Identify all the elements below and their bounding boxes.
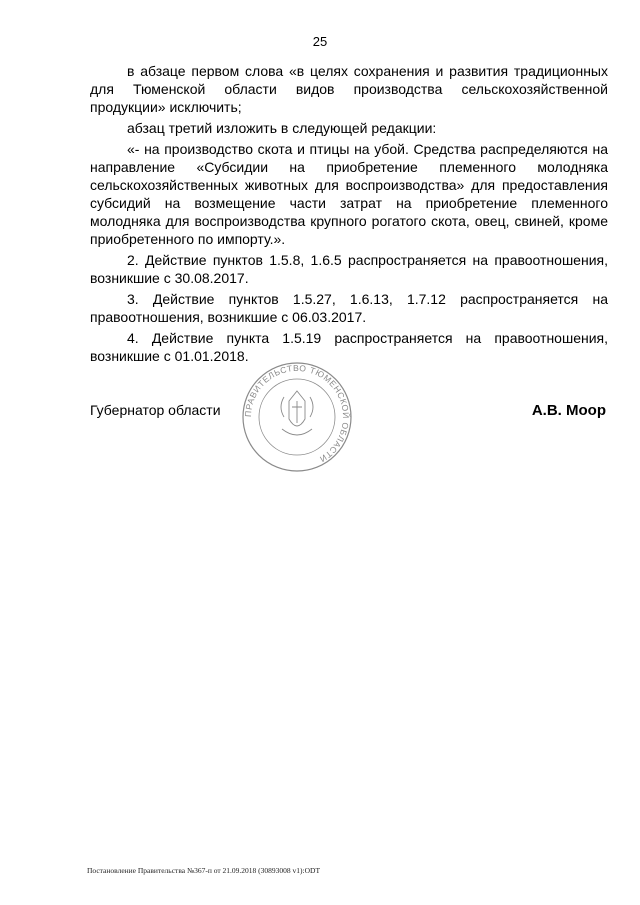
- paragraph-2: абзац третий изложить в следующей редакции:: [127, 120, 437, 136]
- paragraph-4: 2. Действие пунктов 1.5.8, 1.6.5 распространяется на правоотношения, возникшие с 30.08.2017.: [90, 252, 608, 286]
- document-footer: Постановление Правительства №367-п от 21.09.2018 (30893008 v1):ODT: [87, 866, 321, 875]
- paragraph-1: в абзаце первом слова «в целях сохранения и развития традиционных для Тюменской области видов производства сельскохозяйственной продукции» исключить;: [90, 63, 608, 115]
- stamp-text-path: ПРАВИТЕЛЬСТВО ТЮМЕНСКОЙ ОБЛАСТИ: [242, 362, 352, 465]
- paragraph-3: «- на производство скота и птицы на убой. Средства распределяются на направление «Субсидии на приобретение племенного молодняка сельскохозяйственных животных для воспроизводства» для предоставления субсидий на возмещение части затрат на приобретение племенного молодняка для воспроизводства крупного рогатого скота, овец, свиней, кроме приобретенного по импорту.».: [90, 141, 608, 247]
- paragraph-6: 4. Действие пункта 1.5.19 распространяется на правоотношения, возникшие с 01.01.2018.: [90, 330, 608, 364]
- signer-title: Губернатор области: [90, 402, 221, 418]
- signer-name: А.В. Моор: [531, 402, 606, 419]
- page-number: 25: [312, 34, 328, 49]
- signature-block: [90, 402, 608, 424]
- document-body: [90, 62, 608, 368]
- paragraph-5: 3. Действие пунктов 1.5.27, 1.6.13, 1.7.12 распространяется на правоотношения, возникшие с 06.03.2017.: [90, 291, 608, 325]
